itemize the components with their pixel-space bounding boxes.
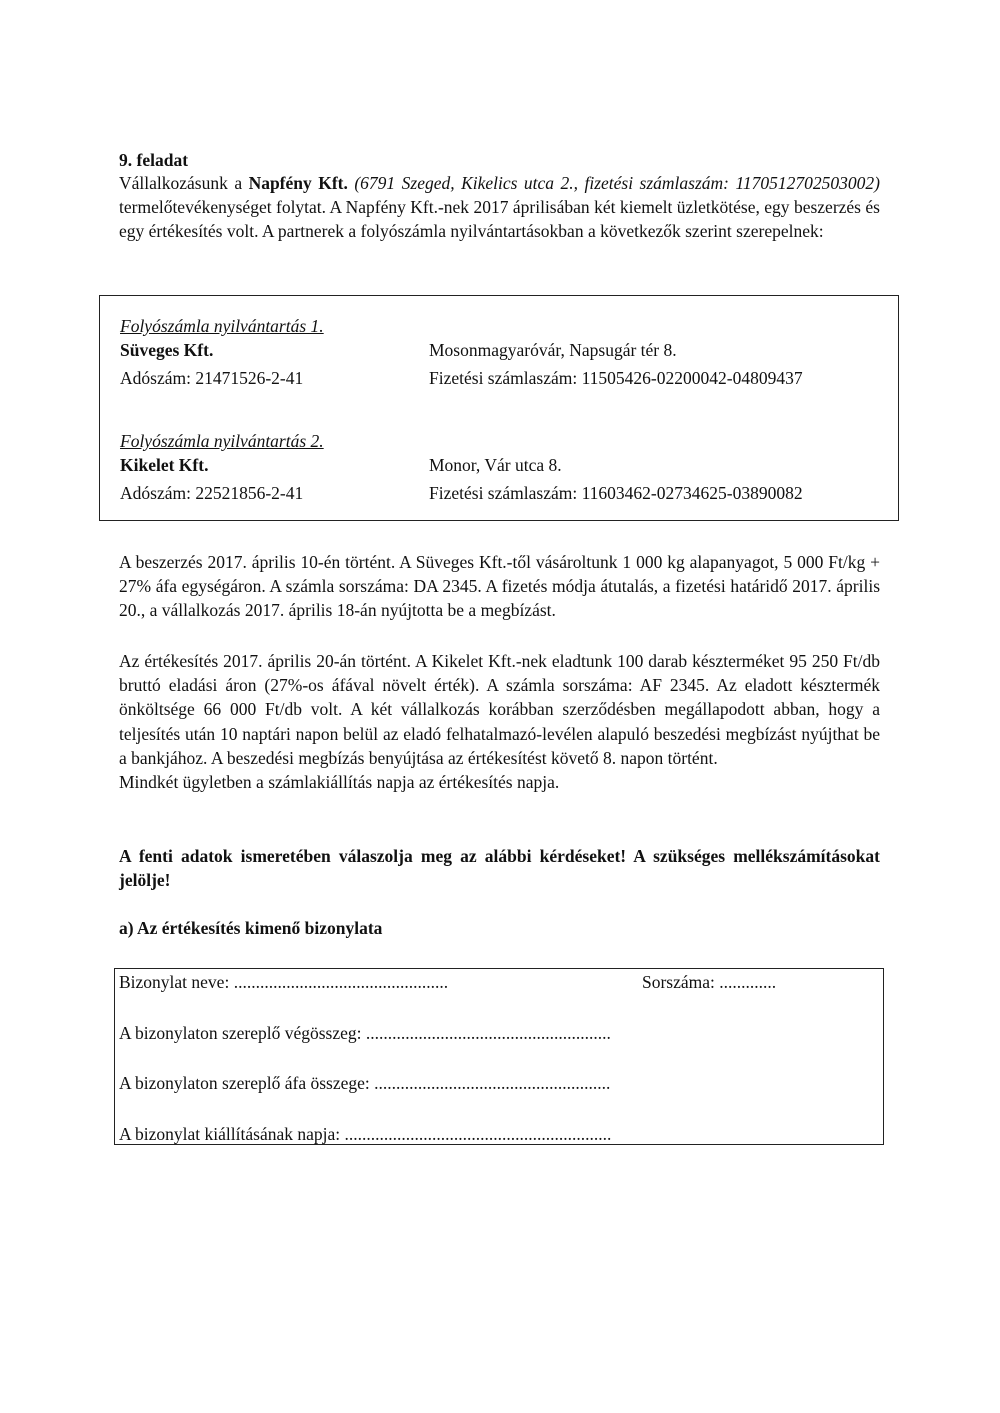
account-1-tax-id: Adószám: 21471526-2-41 bbox=[120, 368, 304, 388]
company-name: Napfény Kft. bbox=[248, 173, 348, 193]
purchase-paragraph: A beszerzés 2017. április 10-én történt. A Süveges Kft.-től vásároltunk 1 000 kg alapanyagot, 5 000 Ft/kg + 27% áfa egységáron. A számla sorszáma: DA 2345. A fizetés módja átutalás, a fizetési határidő 2017. április 20., a vállalkozás 2017. április 18-án nyújtotta be a megbízást. bbox=[119, 552, 880, 621]
account-1-address: Mosonmagyaróvár, Napsugár tér 8. bbox=[429, 340, 677, 360]
task-title: 9. feladat bbox=[119, 150, 189, 170]
sales-section bbox=[119, 649, 880, 794]
doc-date-field[interactable]: A bizonylat kiállításának napja: ............................................................. bbox=[119, 1124, 612, 1144]
instruction: A fenti adatok ismeretében válaszolja meg az alábbi kérdéseket! A szükséges mellékszámításokat jelölje! bbox=[119, 846, 880, 891]
task-intro bbox=[119, 171, 880, 244]
doc-vat-field[interactable]: A bizonylaton szereplő áfa összege: ...................................................... bbox=[119, 1073, 611, 1093]
intro-text-start: Vállalkozásunk a bbox=[119, 173, 249, 193]
accounts-box bbox=[99, 295, 899, 521]
account-2-heading: Folyószámla nyilvántartás 2. bbox=[120, 431, 324, 451]
account-2-tax-id: Adószám: 22521856-2-41 bbox=[120, 483, 304, 503]
account-2-bank: Fizetési számlaszám: 11603462-02734625-03890082 bbox=[429, 483, 803, 503]
doc-name-field[interactable]: Bizonylat neve: ................................................. bbox=[119, 972, 449, 992]
account-1-name: Süveges Kft. bbox=[120, 340, 214, 360]
account-2-address: Monor, Vár utca 8. bbox=[429, 455, 562, 475]
doc-total-field[interactable]: A bizonylaton szereplő végösszeg: ........................................................ bbox=[119, 1023, 611, 1043]
account-1-bank: Fizetési számlaszám: 11505426-02200042-04809437 bbox=[429, 368, 803, 388]
question-a-title: a) Az értékesítés kimenő bizonylata bbox=[119, 918, 383, 938]
company-details: (6791 Szeged, Kikelics utca 2., fizetési számlaszám: 117051270250300​2) bbox=[354, 173, 881, 193]
answer-box bbox=[114, 968, 884, 1145]
doc-number-field[interactable]: Sorszáma: ............. bbox=[642, 972, 777, 992]
account-2-name: Kikelet Kft. bbox=[120, 455, 209, 475]
intro-text-end: termelőtevékenységet folytat. A Napfény Kft.-nek 2017 áprilisában két kiemelt üzletkötése, egy beszerzés és egy értékesítés volt. A partnerek a folyószámla nyilvántartásokban a következők szerint szerepelnek: bbox=[119, 197, 880, 242]
account-1-heading: Folyószámla nyilvántartás 1. bbox=[120, 316, 324, 336]
invoice-date-note: Mindkét ügyletben a számlakiállítás napja az értékesítés napja. bbox=[119, 772, 560, 793]
sales-paragraph: Az értékesítés 2017. április 20-án történt. A Kikelet Kft.-nek eladtunk 100 darab készterméket 95 250 Ft/db bruttó eladási áron (27%-os áfával növelt érték). A számla sorszáma: AF 2345. Az eladott késztermék önköltsége 66 000 Ft/db volt. A két vállalkozás korábban szerződésben megállapodott abban, hogy a teljesítés után 10 naptári napon belül az eladó felhatalmazó-levélen alapuló beszedési megbízást nyújthat be a bankjához. A beszedési megbízás benyújtása az értékesítést követő 8. napon történt. bbox=[119, 651, 880, 768]
